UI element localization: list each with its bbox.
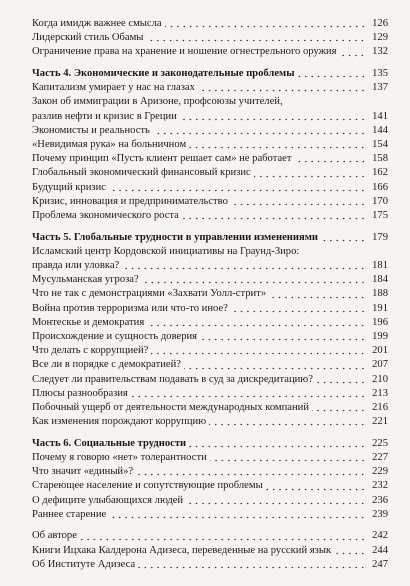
toc-part-heading[interactable]	[32, 437, 388, 451]
toc-entry[interactable]	[32, 81, 388, 95]
toc-entry-title: Ограничение права на хранение и ношение огнестрельного оружия	[32, 46, 337, 58]
toc-entry-title: Когда имидж важнее смысла	[32, 17, 162, 29]
dot-leader	[153, 132, 366, 135]
dot-leader	[142, 281, 366, 284]
dot-leader	[186, 502, 366, 505]
toc-entry[interactable]	[32, 302, 388, 316]
toc-entry[interactable]	[32, 110, 388, 124]
toc-page-number: 179	[372, 231, 388, 243]
toc-entry[interactable]	[32, 287, 388, 301]
dot-leader	[254, 175, 366, 178]
toc-entry-title: Проблема экономического роста	[32, 209, 179, 221]
toc-page-number: 170	[372, 195, 388, 207]
dot-leader	[321, 239, 366, 242]
toc-entry[interactable]	[32, 316, 388, 330]
toc-entry-title: Закон об иммиграции в Аризоне, профсоюзы учителей,	[32, 96, 283, 108]
dot-leader	[122, 267, 366, 270]
toc-page-number: 239	[372, 508, 388, 520]
toc-entry[interactable]	[32, 465, 388, 479]
toc-entry-title: Все ли в порядке с демократией?	[32, 359, 181, 371]
toc-entry[interactable]	[32, 259, 388, 273]
dot-leader	[316, 381, 366, 384]
dot-leader	[295, 160, 366, 163]
dot-leader	[231, 310, 366, 313]
toc-page-number: 132	[372, 46, 388, 58]
dot-leader	[165, 25, 366, 28]
toc-entry[interactable]	[32, 494, 388, 508]
dot-leader	[189, 146, 366, 149]
toc-entry[interactable]	[32, 373, 388, 387]
toc-entry[interactable]	[32, 195, 388, 209]
toc-entry-title: Стареющее население и сопутствующие проблемы	[32, 480, 263, 492]
toc-page-number: 135	[372, 68, 388, 80]
dot-leader	[209, 423, 366, 426]
toc-entry-title: Кризис, инновация и предпринимательство	[32, 195, 228, 207]
toc-page-number: 188	[372, 288, 388, 300]
toc-entry-title: правда или уловка?	[32, 260, 120, 272]
toc-entry[interactable]	[32, 451, 388, 465]
toc-page-number: 244	[372, 544, 388, 556]
toc-entry[interactable]	[32, 138, 388, 152]
dot-leader	[231, 203, 366, 206]
toc-entry[interactable]	[32, 166, 388, 180]
toc-entry-title: Капитализм умирает у нас на глазах	[32, 82, 195, 94]
toc-page-number: 247	[372, 558, 388, 570]
toc-entry[interactable]	[32, 31, 388, 45]
dot-leader	[189, 445, 366, 448]
toc-entry-title: Об Институте Адизеса	[32, 558, 136, 570]
toc-entry[interactable]	[32, 124, 388, 138]
toc-part-heading[interactable]	[32, 67, 388, 81]
toc-entry-title: Что не так с демонстрациями «Захвати Уолл-стрит»	[32, 288, 267, 300]
dot-leader	[198, 89, 366, 92]
toc-entry[interactable]	[32, 330, 388, 344]
toc-entry-title: О дефиците улыбающихся людей	[32, 494, 184, 506]
dot-leader	[109, 189, 366, 192]
toc-entry[interactable]	[32, 401, 388, 415]
section-spacer	[32, 223, 388, 231]
toc-page-number: 213	[372, 387, 388, 399]
dot-leader	[339, 54, 366, 57]
toc-page-number: 158	[372, 153, 388, 165]
toc-entry[interactable]	[32, 209, 388, 223]
toc-entry-title: Монтескье и демократия	[32, 316, 145, 328]
dot-leader	[184, 367, 366, 370]
dot-leader	[109, 516, 366, 519]
toc-page-number: 232	[372, 480, 388, 492]
toc-entry-title: Что значит «единый»?	[32, 466, 134, 478]
toc-entry-title: Почему я говорю «нет» толерантности	[32, 451, 207, 463]
toc-page-number: 201	[372, 345, 388, 357]
dot-leader	[298, 75, 366, 78]
toc-entry[interactable]	[32, 181, 388, 195]
toc-page-number: 242	[372, 530, 388, 542]
toc-page-number: 126	[372, 17, 388, 29]
toc-entry-title: Что делать с коррупцией?	[32, 345, 149, 357]
toc-page-number: 181	[372, 260, 388, 272]
toc-entry[interactable]	[32, 358, 388, 372]
toc-page-number: 227	[372, 451, 388, 463]
dot-leader	[131, 395, 366, 398]
toc-entry[interactable]	[32, 152, 388, 166]
toc-page-number: 129	[372, 32, 388, 44]
toc-page-number: 154	[372, 139, 388, 150]
dot-leader	[200, 338, 366, 341]
toc-entry-title: Побочный ущерб от деятельности международных компаний	[32, 401, 309, 413]
table-of-contents	[32, 17, 388, 572]
toc-page-number: 229	[372, 466, 388, 478]
toc-page-number: 207	[372, 359, 388, 371]
toc-entry-title: Часть 5. Глобальные трудности в управлении изменениями	[32, 231, 319, 243]
toc-entry-title: Плюсы разнообразия	[32, 387, 128, 399]
toc-entry[interactable]	[32, 508, 388, 522]
dot-leader	[180, 118, 366, 121]
toc-entry-title: Об авторе	[32, 530, 77, 542]
dot-leader	[138, 566, 366, 569]
dot-leader	[210, 459, 366, 462]
toc-entry[interactable]	[32, 17, 388, 31]
toc-page-number: 196	[372, 316, 388, 328]
toc-page-number: 191	[372, 302, 388, 314]
toc-entry[interactable]	[32, 558, 388, 572]
toc-entry-title: Часть 4. Экономические и законодательные проблемы	[32, 68, 295, 80]
toc-entry-title: Почему принцип «Пусть клиент решает сам» не работает	[32, 153, 292, 165]
toc-entry-title: Мусульманская угроза?	[32, 274, 139, 286]
toc-part-heading[interactable]	[32, 231, 388, 245]
dot-leader	[146, 39, 366, 42]
toc-page-number: 175	[372, 209, 388, 221]
toc-entry-title: Будущий кризис	[32, 181, 106, 193]
section-spacer	[32, 60, 388, 68]
toc-page-number: 236	[372, 494, 388, 506]
dot-leader	[136, 473, 366, 476]
toc-page-number: 221	[372, 416, 388, 428]
toc-entry-title: Происхождение и сущность доверия	[32, 330, 198, 342]
toc-entry[interactable]	[32, 245, 388, 259]
toc-page-number: 216	[372, 401, 388, 413]
toc-entry[interactable]	[32, 344, 388, 358]
toc-page-number: 225	[372, 437, 388, 449]
toc-page-number: 141	[372, 110, 388, 122]
dot-leader	[266, 488, 366, 491]
dot-leader	[334, 552, 366, 555]
dot-leader	[269, 296, 366, 299]
toc-page-number: 166	[372, 181, 388, 193]
toc-entry[interactable]	[32, 529, 388, 543]
toc-entry[interactable]	[32, 479, 388, 493]
toc-entry[interactable]	[32, 415, 388, 429]
toc-entry-title: Книги Ицхака Калдерона Адизеса, переведенные на русский язык	[32, 544, 332, 556]
dot-leader	[147, 324, 366, 327]
toc-entry[interactable]	[32, 387, 388, 401]
toc-entry-title: Раннее старение	[32, 508, 107, 520]
toc-page-number: 184	[372, 274, 388, 286]
toc-entry-title: Часть 6. Социальные трудности	[32, 437, 187, 449]
toc-entry-title: Война против терроризма или что-то иное?	[32, 302, 228, 314]
toc-entry-title: Экономисты и реальность	[32, 124, 150, 136]
dot-leader	[80, 538, 366, 541]
section-spacer	[32, 522, 388, 530]
toc-page-number: 137	[372, 82, 388, 94]
section-spacer	[32, 429, 388, 437]
toc-entry-title: Лидерский стиль Обамы	[32, 32, 144, 44]
toc-page-number: 144	[372, 124, 388, 136]
toc-entry-title: «Невидимая рука» на больничном	[32, 139, 187, 150]
toc-entry[interactable]	[32, 544, 388, 558]
dot-leader	[312, 409, 366, 412]
toc-entry-title: разлив нефти и кризис в Греции	[32, 110, 177, 122]
toc-entry[interactable]	[32, 95, 388, 109]
toc-entry[interactable]	[32, 273, 388, 287]
toc-page-number: 199	[372, 330, 388, 342]
toc-page-number: 162	[372, 167, 388, 179]
toc-entry-title: Как изменения порождают коррупцию	[32, 416, 207, 428]
toc-entry-title: Следует ли правительствам подавать в суд за дискредитацию?	[32, 373, 313, 385]
toc-entry-title: Глобальный экономический финансовый кризис	[32, 167, 251, 179]
dot-leader	[151, 352, 366, 355]
toc-entry-title: Исламский центр Кордовской инициативы на Граунд-Зиро:	[32, 245, 300, 257]
toc-entry[interactable]	[32, 45, 388, 59]
dot-leader	[182, 217, 366, 220]
toc-page-number: 210	[372, 373, 388, 385]
